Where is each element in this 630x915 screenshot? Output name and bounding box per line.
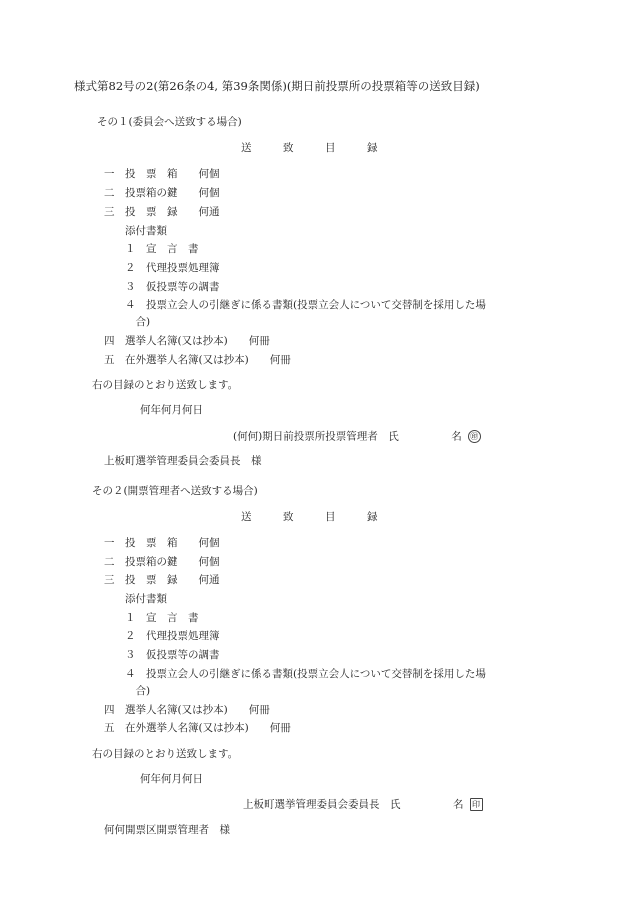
section-2-item-5: 五 在外選挙人名簿(又は抄本) 何冊 — [104, 722, 291, 734]
section-1-recipient: 上板町選挙管理委員会委員長 様 — [104, 455, 262, 467]
section-1-attachment-1: １ 宣 言 書 — [104, 243, 199, 255]
section-2-attachment-2: ２ 代理投票処理簿 — [104, 630, 220, 642]
section-2-attachments-label: 添付書類 — [104, 593, 167, 605]
section-2-attachment-1: １ 宣 言 書 — [104, 612, 199, 624]
section-2-item-2: 二 投票箱の鍵 何個 — [104, 556, 220, 568]
section-2-attachment-3: ３ 仮投票等の調書 — [104, 649, 220, 661]
section-1-attachment-4-cont: 合) — [104, 316, 151, 328]
section-1-sender-line — [233, 430, 481, 443]
section-2-list-title: 送 致 目 録 — [241, 511, 378, 523]
section-1-item-3: 三 投 票 録 何通 — [104, 206, 220, 218]
seal-icon: ㊞ — [468, 430, 481, 443]
section-2-attachment-4-cont: 合) — [104, 685, 151, 697]
section-1-item-5: 五 在外選挙人名簿(又は抄本) 何冊 — [104, 354, 291, 366]
section-1-item-4: 四 選挙人名簿(又は抄本) 何冊 — [104, 335, 270, 347]
section-1-sender: (何何)期日前投票所投票管理者 氏 名 — [233, 430, 462, 443]
section-1-item-1: 一 投 票 箱 何個 — [104, 168, 220, 180]
section-2-recipient: 何何開票区開票管理者 様 — [104, 824, 230, 836]
section-1-closing: 右の目録のとおり送致します。 — [92, 379, 239, 391]
section-2-attachment-4: ４ 投票立会人の引継ぎに係る書類(投票立会人について交替制を採用した場 — [104, 668, 486, 680]
section-1-attachment-2: ２ 代理投票処理簿 — [104, 262, 220, 274]
section-1-date: 何年何月何日 — [140, 404, 203, 416]
section-2-item-4: 四 選挙人名簿(又は抄本) 何冊 — [104, 704, 270, 716]
section-2-item-1: 一 投 票 箱 何個 — [104, 537, 220, 549]
section-2-item-3: 三 投 票 録 何通 — [104, 574, 220, 586]
section-1-heading: その１(委員会へ送致する場合) — [97, 116, 242, 128]
section-2-closing: 右の目録のとおり送致します。 — [92, 748, 239, 760]
section-1-list-title: 送 致 目 録 — [241, 142, 378, 154]
document-title: 様式第82号の2(第26条の4, 第39条関係)(期日前投票所の投票箱等の送致目録) — [74, 79, 480, 93]
section-1-item-2: 二 投票箱の鍵 何個 — [104, 187, 220, 199]
seal-icon: 印 — [470, 798, 483, 811]
section-1-attachment-3: ３ 仮投票等の調書 — [104, 281, 220, 293]
section-2-sender: 上板町選挙管理委員会委員長 氏 名 — [243, 798, 464, 811]
section-2-date: 何年何月何日 — [140, 773, 203, 785]
section-2-sender-line — [243, 798, 483, 811]
section-1-attachments-label: 添付書類 — [104, 225, 167, 237]
section-1-attachment-4: ４ 投票立会人の引継ぎに係る書類(投票立会人について交替制を採用した場 — [104, 299, 486, 311]
section-2-heading: その２(開票管理者へ送致する場合) — [92, 485, 258, 497]
